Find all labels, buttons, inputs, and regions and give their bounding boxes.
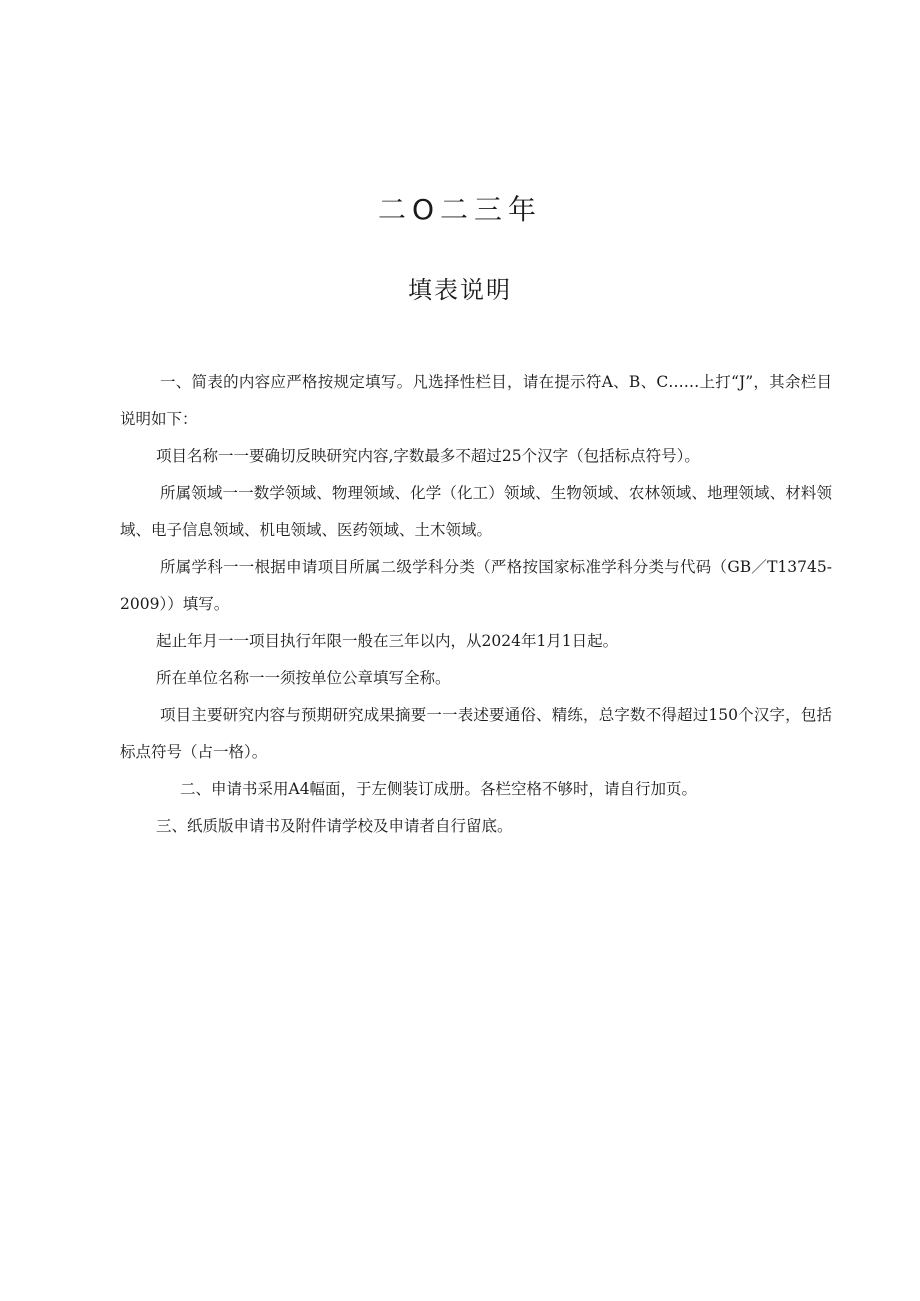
instruction-paragraph-general: 一、简表的内容应严格按规定填写。凡选择性栏目，请在提示符A、B、C……上打“J”，其余栏目说明如下： (120, 373, 832, 428)
instruction-paragraph-period: 起止年月一一项目执行年限一般在三年以内，从2024年1月1日起。 (156, 632, 619, 650)
document-year: 二O二三年 (377, 193, 543, 226)
instructions-body (120, 364, 832, 845)
instruction-paragraph-unit-name: 所在单位名称一一须按单位公章填写全称。 (156, 669, 451, 687)
instruction-paragraph-project-name: 项目名称一一要确切反映研究内容,字数最多不超过25个汉字（包括标点符号）。 (156, 447, 700, 465)
instruction-paragraph-format: 二、申请书采用A4幅面，于左侧装订成册。各栏空格不够时，请自行加页。 (180, 780, 698, 798)
instruction-paragraph-discipline: 所属学科一一根据申请项目所属二级学科分类（严格按国家标准学科分类与代码（GB／T13745-2009））填写。 (120, 558, 832, 613)
page-title: 填表说明 (408, 276, 512, 304)
instruction-paragraph-abstract: 项目主要研究内容与预期研究成果摘要一一表述要通俗、精练，总字数不得超过150个汉字，包括标点符号（占一格）。 (120, 706, 832, 761)
instruction-paragraph-archive: 三、纸质版申请书及附件请学校及申请者自行留底。 (156, 817, 513, 835)
instruction-paragraph-field: 所属领域一一数学领域、物理领域、化学（化工）领域、生物领域、农林领域、地理领域、材料领域、电子信息领域、机电领域、医药领域、土木领域。 (120, 484, 832, 539)
